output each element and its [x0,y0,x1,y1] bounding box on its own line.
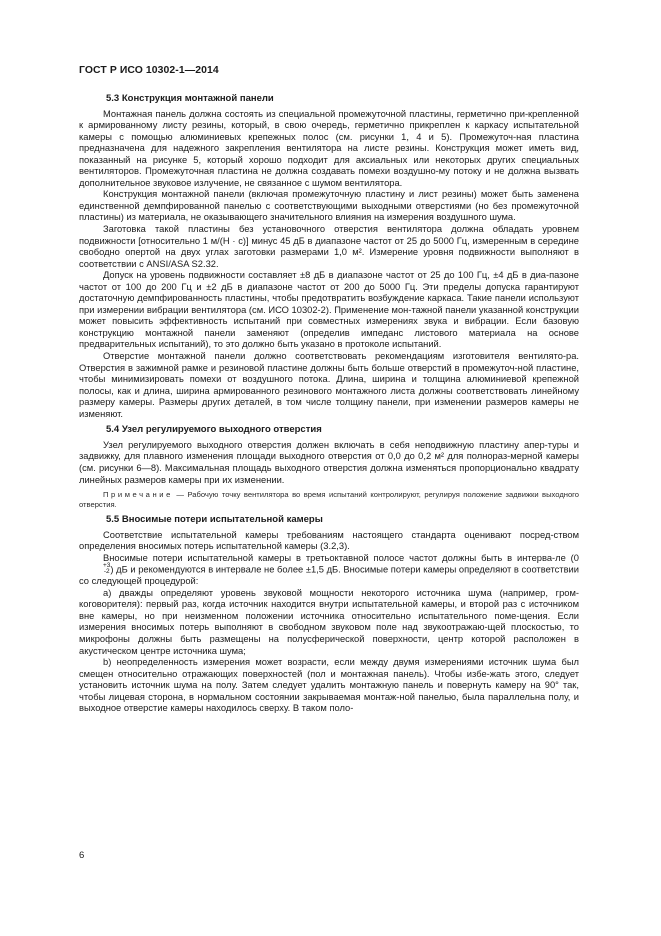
list-item-b: b) неопределенность измерения может возрасти, если между двумя измерениями источник шума был смещен относительно отражающих поверхностей (пол и монтажная панель). Чтобы избе-жать этого, следует установить источник шума на полу. Затем следует удалить монтажную панель и повернуть камеру на 90° так, чтобы лицевая сторона, в нормальном состоянии закрываемая монтаж-ной панелью, была параллельна полу, и выходное отверстие камеры находилось сверху. В таком поло- [79,657,579,714]
paragraph-with-fraction: Вносимые потери испытательной камеры в третьоктавной полосе частот должны быть в интерва-ле (0 +3 -2 ) дБ и рекомендуются в интервале не более ±1,5 дБ. Вносимые потери камеры определяют в соответствии со следующей процедурой: [79,552,579,587]
document-header: ГОСТ Р ИСО 10302-1—2014 [79,65,219,76]
paragraph: Соответствие испытательной камеры требованиям настоящего стандарта оценивают посред-ством определения вносимых потерь испытательной камеры (3.2,3). [79,529,579,552]
paragraph: Монтажная панель должна состоять из специальной промежуточной пластины, герметично при-крепленной к армированному листу резины, который, в свою очередь, герметично прикреплен к каркасу испытательной камеры с помощью алюминиевых крепежных полос (см. рисунки 1, 4 и 5). Промежуточ-ная пластина предназначена для надежного закрепления вентилятора на листе резины. Конструкция может иметь вид, показанный на рисунке 5, который хорошо подходит для аксиальных или некоторых других специальных вентиляторов. Промежуточная пластина не должна создавать помехи воздушно-му потоку и не должна вызвать дополнительное звуковое излучение, не связанное с шумом вентилятора. [79,108,579,188]
paragraph: Допуск на уровень подвижности составляет ±8 дБ в диапазоне частот от 25 до 100 Гц, ±4 дБ в диа-пазоне частот от 100 до 200 Гц и ±2 дБ в диапазоне частот от 200 до 5000 Гц. Эти пределы допуска гарантируют достаточную демпфированность пластины, чтобы предотвратить возбуждение каркаса. Такие панели используют при измерении вибрации вентилятора (см. ИСО 10302-2). Применение мон-тажной панели указанной конструкции может повысить эффективность испытаний при совместных измерениях звука и вибрации. Если базовую конструкцию монтажной панели заменяют (определив импеданс листового материала на основе предварительных испытаний), то это должно быть указано в протоколе испытаний. [79,270,579,350]
note-text: — Рабочую точку вентилятора во время испытаний контролируют, регулируя положение задвижки выходного отверстия. [79,490,579,510]
document-body [79,93,579,715]
paragraph: Конструкция монтажной панели (включая промежуточную пластину и лист резины) может быть заменена единственной демпфированной панелью с соответствующими выходными отверстиями (но без промежуточной пластины) из материала, не оказывающего значительного влияния на измерения воздушного шума. [79,189,579,223]
tolerance-fraction: +3 -2 [103,562,111,576]
section-heading-5-4: 5.4 Узел регулируемого выходного отверстия [106,424,322,436]
section-heading-5-3: 5.3 Конструкция монтажной панели [106,93,274,104]
page-number: 6 [79,850,85,861]
note [79,490,579,510]
paragraph: Отверстие монтажной панели должно соответствовать рекомендациям изготовителя вентилято-ра. Отверстия в зажимной рамке и резиновой пластине должны быть больше отверстий в промежуточ-ной пластине, чтобы минимизировать помехи от воздушного потока. Длина, ширина и толщина алюминиевой крепежной полосы, как и длина, ширина армированного резинового монтажного листа должны соответствовать линейному размеру камеры. Размеры других деталей, в том числе толщину панели, при изменении размеров камеры не изменяют. [79,351,579,419]
paragraph: Узел регулируемого выходного отверстия должен включать в себя неподвижную пластину апер-туры и задвижку, для плавного изменения площади выходного отверстия от 0,0 до 0,2 м² для полнораз-мерной камеры (см. рисунки 6—8). Максимальная площадь выходного отверстия должна изменяться пропорционально квадрату линейных размеров камеры при их изменении. [79,439,579,485]
section-heading-5-5: 5.5 Вносимые потери испытательной камеры [106,514,323,526]
paragraph: Заготовка такой пластины без установочного отверстия вентилятора должна обладать уровнем подвижности [относительно 1 м/(Н · с)] минус 45 дБ в диапазоне частот от 25 до 5000 Гц, измеренным в середине свободно опертой на двух углах заготовки размерами 1,0 м². Измерение уровня подвижности выполняют в соответствии с ANSI/ASA S2.32. [79,224,579,269]
list-item-a: а) дважды определяют уровень звуковой мощности некоторого источника шума (например, гром-коговорителя): первый раз, когда источник находится внутри испытательной камеры, и второй раз с источником вне камеры, но при неизменном положении источника относительно испытательного поме-щения. Если измерения вносимых потерь выполняют в свободном звуковом поле над звукоотражаю-щей плоскостью, то микрофоны должны быть размещены на полусферической поверхности, центр которой расположен в акустическом центре источника шума; [79,587,579,656]
note-label: Примечание [103,490,173,500]
